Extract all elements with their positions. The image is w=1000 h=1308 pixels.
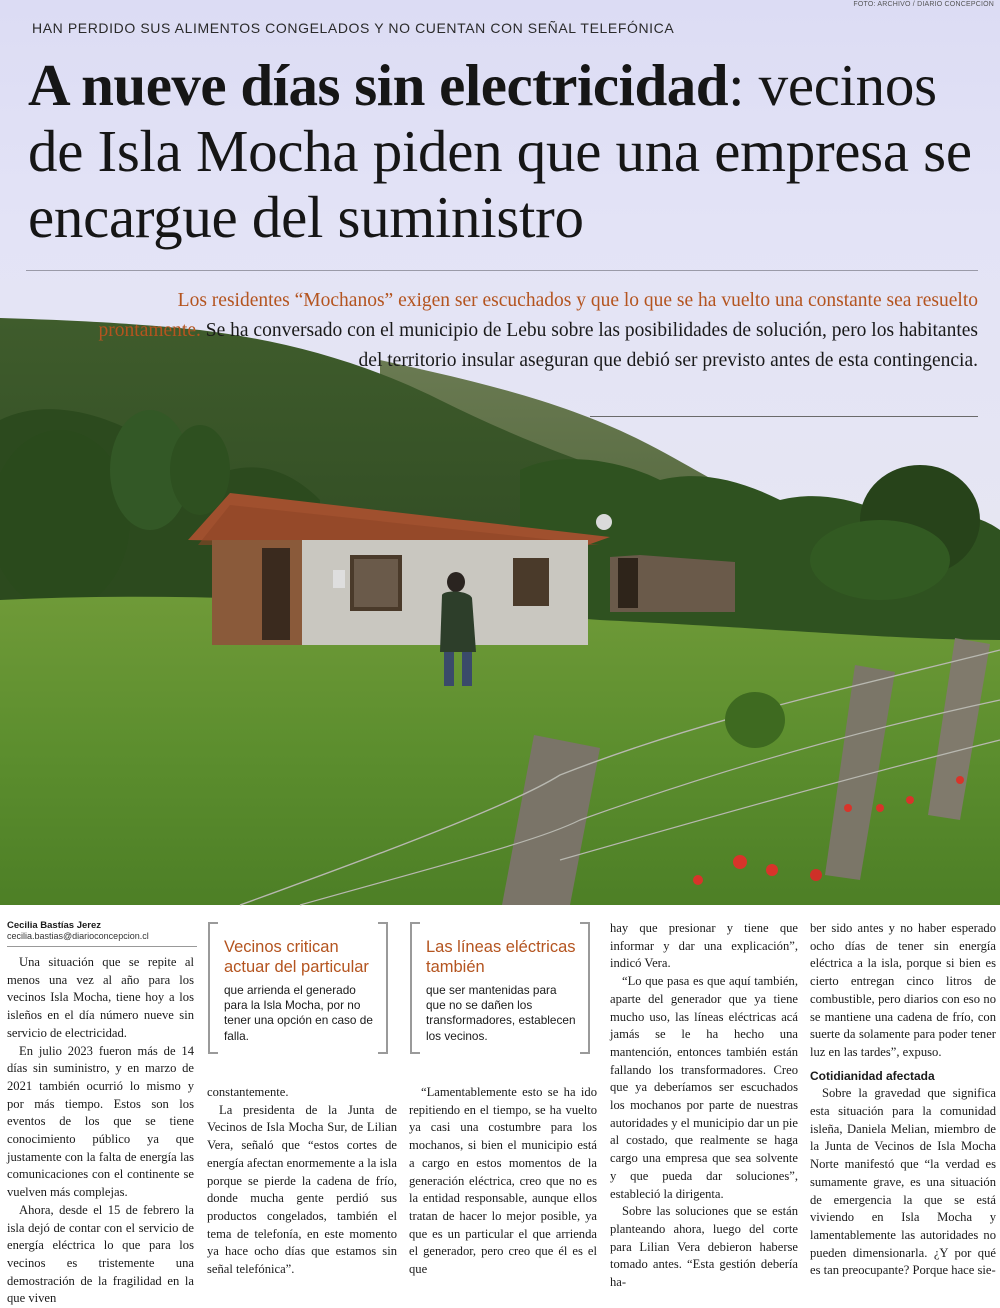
byline-name: Cecilia Bastías Jerez — [7, 920, 102, 931]
pull-quote-bracket-right — [378, 922, 388, 1054]
divider-rule — [26, 270, 978, 271]
paragraph: “Lamentablemente esto se ha ido repitiendo en el tiempo, se ha vuelto ya casi una costumbre para los mochanos, si bien el municipio está a cargo en estos momentos de la generación eléctrica, creo que no es la entidad responsable, aunque ellos tratan de hacer lo mejor posible, ya que es un particular el que arrienda el generador, pero creo que él es el que — [409, 1085, 597, 1277]
subhead: Cotidianidad afectada — [810, 1068, 935, 1083]
pull-quote-text: que arrienda el generado para la Isla Mocha, por no tener una opción en caso de falla. — [224, 983, 373, 1043]
paragraph: constantemente. — [207, 1085, 289, 1099]
paragraph: En julio 2023 fueron más de 14 días sin suministro, y en marzo de 2021 también ocurrió lo mismo y por más tiempo. Estos son los eventos de los que se tiene conocimiento público ya que justamente con la falta de energía las comunicaciones con el continente se vuelven más complejas. — [7, 1043, 194, 1200]
byline-rule — [7, 946, 197, 947]
kicker: HAN PERDIDO SUS ALIMENTOS CONGELADOS Y NO CUENTAN CON SEÑAL TELEFÓNICA — [32, 20, 675, 36]
paragraph: La presidenta de la Junta de Vecinos de Isla Mocha Sur, de Lilian Vera, señaló que “estos cortes de energía afectan enormemente a la isla porque se pierde la cadena de frío, donde mucha gente perdió sus productos congelados, también el tema de telefonía, en este momento ya hace ocho días que estamos sin señal telefónica”. — [207, 1102, 397, 1277]
pull-quote-bracket-left — [410, 922, 420, 1054]
pull-quote-1 — [224, 937, 374, 1044]
photo-credit: FOTO: ARCHIVO / DIARIO CONCEPCIÓN — [853, 1, 994, 8]
paragraph: hay que presionar y tiene que informar y dar una explicación”, indicó Vera. — [610, 921, 798, 971]
deck-highlight: Los residentes “Mochanos” exigen ser escuchados y que lo que se ha vuelto una constante sea resuelto prontamente. — [98, 290, 978, 341]
headline-rest: : vecinos de Isla Mocha piden que una empresa se encargue del suministro — [28, 52, 972, 250]
pull-quote-title: Vecinos critican actuar del particular — [224, 938, 369, 976]
deck — [78, 286, 978, 376]
paragraph: Una situación que se repite al menos una vez al año para los vecinos Isla Mocha, tiene hoy a los isleños en el día número nueve sin servicio de electricidad. — [7, 955, 194, 1040]
paragraph: Sobre la gravedad que significa esta situación para la comunidad isleña, Daniela Melian, miembro de la Junta de Vecinos de Isla Mocha Norte manifestó que “la verdad es sumamente grave, es una situación de emergencia la que se está viviendo en Isla Mocha y lamentablemente las autoridades no pueden dimensionarla. ¿Y por qué es tan preocupante? Porque hace sie- — [810, 1086, 996, 1278]
column-3 — [409, 1084, 597, 1279]
paragraph: Sobre las soluciones que se están planteando ahora, luego del corte para Lilian Vera debieron haberse tomado antes. “Esta gestión debería ha- — [610, 1204, 798, 1290]
headline-bold: A nueve días sin electricidad — [28, 52, 729, 118]
pull-quote-bracket-right — [580, 922, 590, 1054]
headline — [28, 52, 988, 250]
column-5 — [810, 920, 996, 1280]
paragraph: “Lo que pasa es que aquí también, aparte del generador que ya tiene mucho uso, las líneas eléctricas acá jamás se le ha hecho una mantención, entonces también están fallando los transformadores. Creo que ya deberíamos ser escuchados los mochanos por parte de nuestras autoridades y el municipio dar un pie al costado, que realmente se haga cargo una empresa que sea solvente y que pueda dar soluciones”, estableció la dirigenta. — [610, 974, 798, 1201]
pull-quote-title: Las líneas eléctricas también — [426, 938, 576, 976]
pull-quote-bracket-left — [208, 922, 218, 1054]
deck-text: Se ha conversado con el municipio de Lebu sobre las posibilidades de solución, pero los habitantes del territorio insular aseguran que debió ser previsto antes de esta contingencia. — [200, 320, 978, 371]
column-2 — [207, 1084, 397, 1279]
column-1 — [7, 954, 194, 1308]
pull-quote-2 — [426, 937, 576, 1044]
byline-email: cecilia.bastias@diarioconcepcion.cl — [7, 931, 149, 941]
paragraph: Ahora, desde el 15 de febrero la isla dejó de contar con el servicio de energía eléctrica lo que para los vecinos es tristemente una demostración de la fragilidad en la que viven — [7, 1202, 194, 1306]
paragraph: ber sido antes y no haber esperado ocho días de tener sin energía eléctrica a la isla, porque si bien es cierto entregan cinco litros de combustible, pero diarios con eso no se mantiene una cadena de frío, con suerte da solamente para poder tener luz en las tardes”, expuso. — [810, 921, 996, 1059]
pull-quote-text: que ser mantenidas para que no se dañen los transformadores, establecen los vecinos. — [426, 983, 576, 1043]
byline — [7, 920, 149, 941]
deck-rule — [590, 416, 978, 417]
column-4 — [610, 920, 798, 1292]
